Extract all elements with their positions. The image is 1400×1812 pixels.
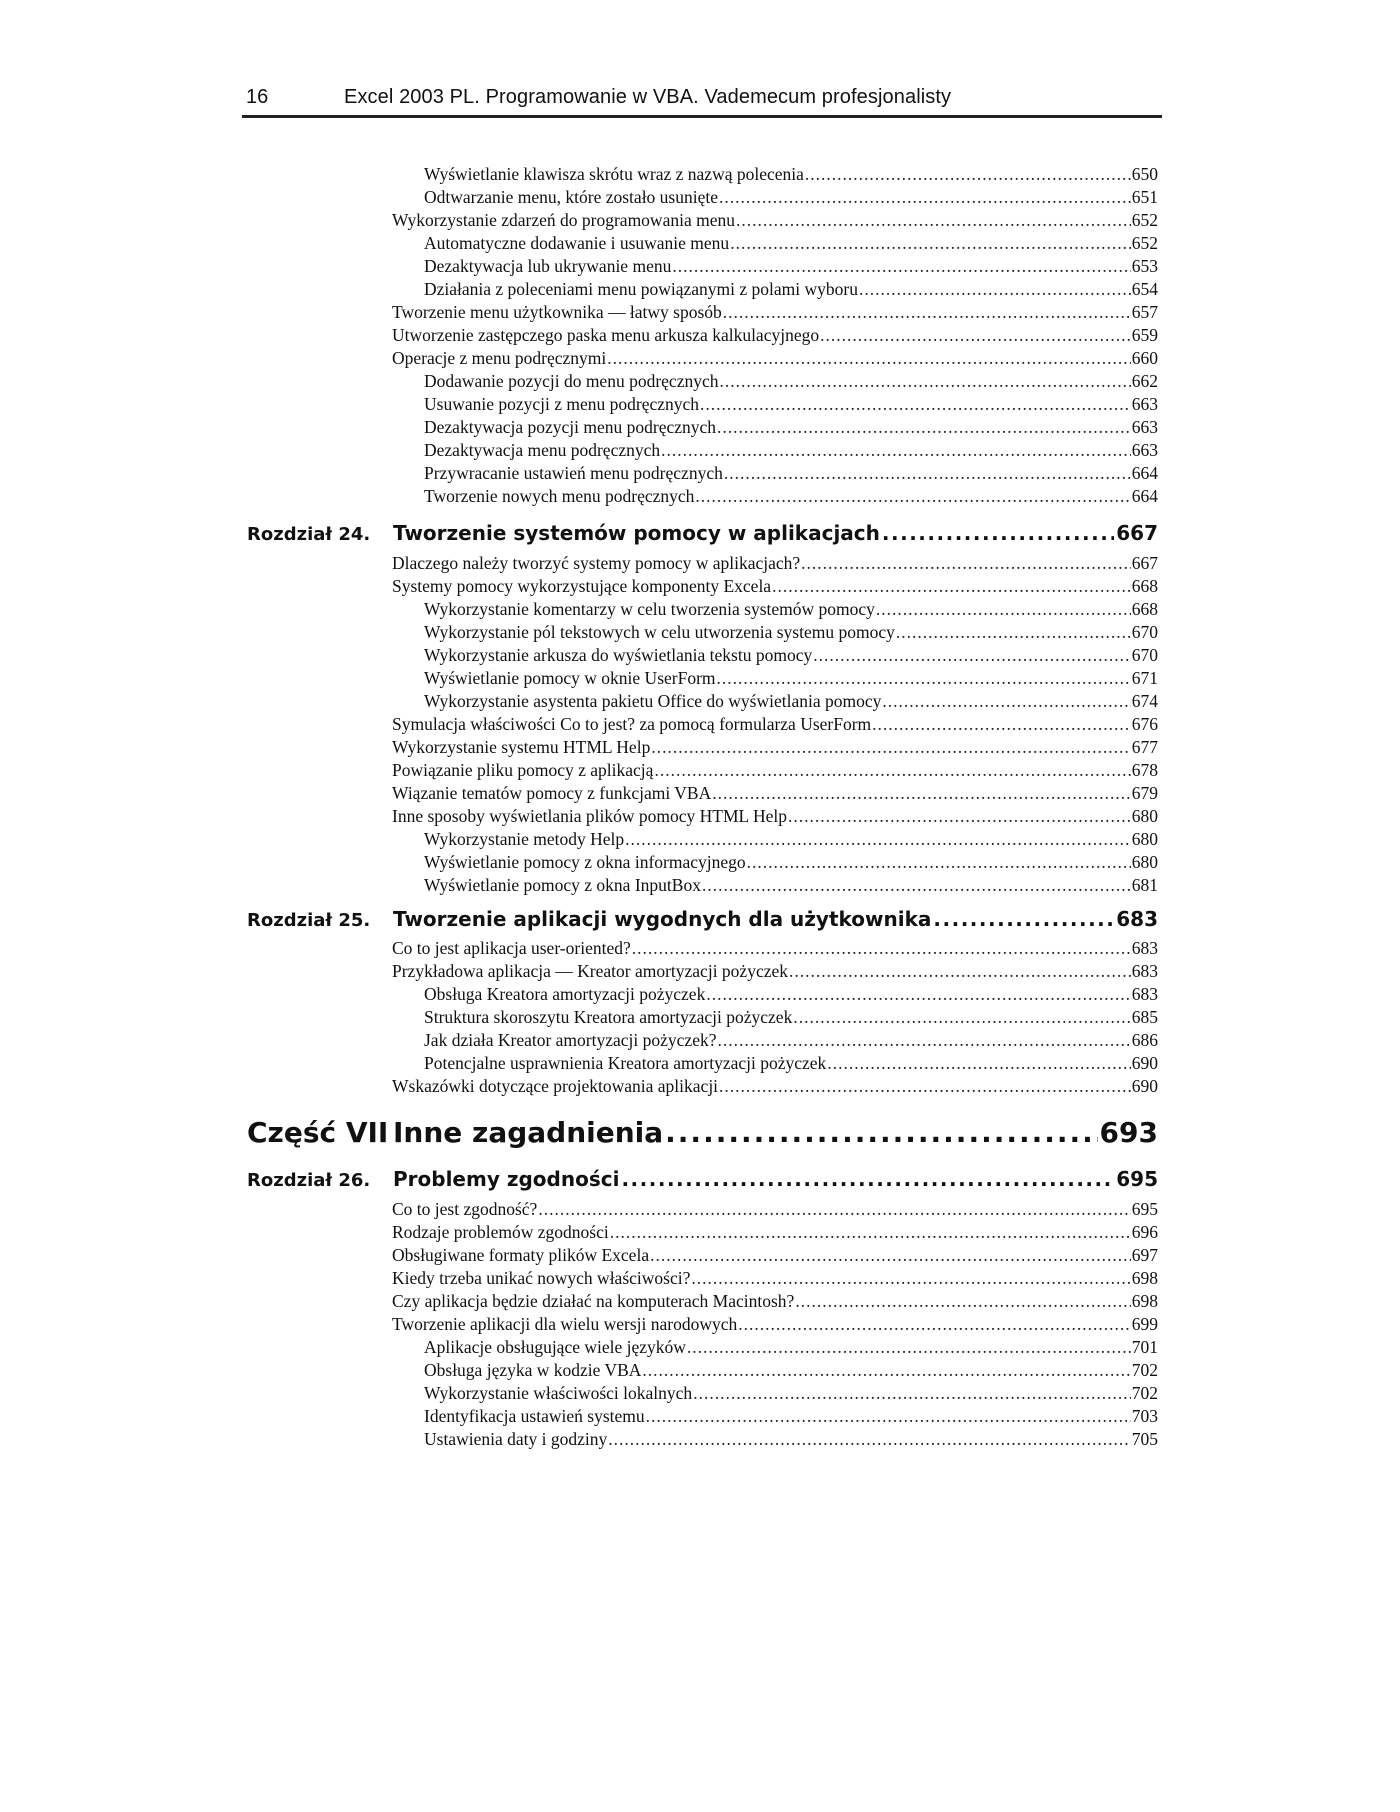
toc-entry — [392, 210, 1158, 232]
toc-entry-page: 667 — [1131, 553, 1158, 573]
dot-leader — [724, 463, 1131, 484]
toc-entry — [424, 1030, 1158, 1052]
dot-leader — [882, 521, 1114, 545]
toc-entry-page: 702 — [1131, 1383, 1158, 1403]
toc-entry — [424, 463, 1158, 485]
toc-entry-title: Przywracanie ustawień menu podręcznych — [424, 463, 723, 483]
toc-entry-title: Obsługa języka w kodzie VBA — [424, 1360, 642, 1380]
toc-entry — [392, 576, 1158, 598]
chapter-label: Rozdział 24. — [247, 524, 371, 545]
dot-leader — [665, 1116, 1097, 1149]
toc-entry-page: 699 — [1131, 1314, 1158, 1334]
toc-entry-page: 674 — [1131, 691, 1158, 711]
toc-entry — [424, 371, 1158, 393]
dot-leader — [632, 938, 1131, 959]
dot-leader — [747, 852, 1131, 873]
toc-entry-title: Wskazówki dotyczące projektowania aplikacji — [392, 1076, 719, 1096]
dot-leader — [702, 875, 1131, 896]
toc-entry-title: Wykorzystanie właściwości lokalnych — [424, 1383, 693, 1403]
toc-entry-page: 662 — [1131, 371, 1158, 391]
part-page: 693 — [1099, 1116, 1158, 1149]
toc-entry-page: 663 — [1131, 440, 1158, 460]
toc-entry-title: Dezaktywacja pozycji menu podręcznych — [424, 417, 717, 437]
toc-entry — [392, 348, 1158, 370]
toc-entry-title: Inne sposoby wyświetlania plików pomocy HTML Help — [392, 806, 787, 826]
toc-entry — [424, 394, 1158, 416]
page-number: 16 — [246, 86, 269, 108]
chapter-heading — [247, 1167, 1158, 1197]
toc-entry-page: 690 — [1131, 1053, 1158, 1073]
toc-entry-title: Usuwanie pozycji z menu podręcznych — [424, 394, 700, 414]
toc-entry-title: Rodzaje problemów zgodności — [392, 1222, 609, 1242]
toc-entry — [392, 1314, 1158, 1336]
toc-entry-title: Wyświetlanie klawisza skrótu wraz z nazwą polecenia — [424, 164, 804, 184]
toc-entry-page: 651 — [1131, 187, 1158, 207]
toc-entry-title: Systemy pomocy wykorzystujące komponenty Excela — [392, 576, 772, 596]
toc-entry-page: 697 — [1131, 1245, 1158, 1265]
toc-entry-title: Wykorzystanie pól tekstowych w celu utworzenia systemu pomocy — [424, 622, 895, 642]
toc-entry — [424, 417, 1158, 439]
dot-leader — [872, 714, 1131, 735]
dot-leader — [788, 806, 1131, 827]
toc-entry — [392, 938, 1158, 960]
toc-entry-page: 701 — [1131, 1337, 1158, 1357]
toc-entry — [392, 1222, 1158, 1244]
dot-leader — [859, 279, 1131, 300]
toc-entry-page: 680 — [1131, 806, 1158, 826]
dot-leader — [736, 210, 1131, 231]
toc-entry-page: 702 — [1131, 1360, 1158, 1380]
toc-entry — [424, 1429, 1158, 1451]
toc-entry — [424, 233, 1158, 255]
chapter-label: Rozdział 25. — [247, 910, 371, 931]
toc-entry-title: Wykorzystanie metody Help — [424, 829, 625, 849]
dot-leader — [793, 1007, 1130, 1028]
toc-entry-page: 683 — [1131, 961, 1158, 981]
toc-entry-page: 685 — [1131, 1007, 1158, 1027]
toc-entry-title: Wyświetlanie pomocy w oknie UserForm — [424, 668, 716, 688]
toc-entry — [392, 961, 1158, 983]
part-title: Inne zagadnienia — [393, 1116, 664, 1149]
toc-entry — [424, 875, 1158, 897]
toc-entry-title: Identyfikacja ustawień systemu — [424, 1406, 645, 1426]
book-title: Excel 2003 PL. Programowanie w VBA. Vademecum profesjonalisty — [344, 86, 952, 108]
toc-entry-title: Tworzenie menu użytkownika — łatwy sposób — [392, 302, 722, 322]
toc-entry — [424, 486, 1158, 508]
toc-entry-title: Wykorzystanie systemu HTML Help — [392, 737, 651, 757]
chapter-title: Tworzenie systemów pomocy w aplikacjach — [393, 521, 880, 545]
toc-entry — [424, 164, 1158, 186]
toc-entry-page: 668 — [1131, 599, 1158, 619]
chapter-heading — [247, 521, 1158, 551]
dot-leader — [610, 1222, 1131, 1243]
toc-entry — [424, 440, 1158, 462]
toc-entry-title: Wykorzystanie komentarzy w celu tworzenia systemów pomocy — [424, 599, 875, 619]
toc-entry — [392, 1199, 1158, 1221]
toc-entry — [392, 302, 1158, 324]
toc-entry-page: 650 — [1131, 164, 1158, 184]
toc-entry-title: Czy aplikacja będzie działać na komputerach Macintosh? — [392, 1291, 795, 1311]
dot-leader — [712, 783, 1131, 804]
toc-entry — [424, 668, 1158, 690]
toc-entry-title: Odtwarzanie menu, które zostało usunięte — [424, 187, 718, 207]
toc-entry-page: 703 — [1131, 1406, 1158, 1426]
toc-entry-page: 652 — [1131, 210, 1158, 230]
toc-entry — [392, 1268, 1158, 1290]
toc-entry-page: 683 — [1131, 984, 1158, 1004]
toc-entry-page: 696 — [1131, 1222, 1158, 1242]
toc-entry — [392, 325, 1158, 347]
dot-leader — [882, 691, 1130, 712]
dot-leader — [738, 1314, 1131, 1335]
chapter-page: 695 — [1116, 1167, 1158, 1191]
chapter-title: Problemy zgodności — [393, 1167, 620, 1191]
toc-entry — [424, 645, 1158, 667]
dot-leader — [695, 486, 1130, 507]
toc-entry-page: 681 — [1131, 875, 1158, 895]
toc-entry — [424, 256, 1158, 278]
chapter-page: 667 — [1116, 521, 1158, 545]
toc-entry-page: 653 — [1131, 256, 1158, 276]
toc-entry-page: 690 — [1131, 1076, 1158, 1096]
toc-entry-title: Jak działa Kreator amortyzacji pożyczek? — [424, 1030, 717, 1050]
dot-leader — [730, 233, 1131, 254]
toc-entry — [424, 1360, 1158, 1382]
dot-leader — [646, 1406, 1131, 1427]
dot-leader — [820, 325, 1131, 346]
dot-leader — [621, 1167, 1114, 1191]
dot-leader — [625, 829, 1131, 850]
toc-entry-title: Utworzenie zastępczego paska menu arkusza kalkulacyjnego — [392, 325, 820, 345]
toc-entry — [392, 553, 1158, 575]
part-label: Część VII — [247, 1116, 389, 1149]
toc-entry — [392, 806, 1158, 828]
toc-entry — [392, 1245, 1158, 1267]
toc-entry — [392, 1076, 1158, 1098]
toc-entry-title: Automatyczne dodawanie i usuwanie menu — [424, 233, 730, 253]
dot-leader — [795, 1291, 1130, 1312]
chapter-page: 683 — [1116, 907, 1158, 931]
toc-entry-title: Wyświetlanie pomocy z okna informacyjnego — [424, 852, 746, 872]
toc-entry-page: 659 — [1131, 325, 1158, 345]
toc-entry-page: 679 — [1131, 783, 1158, 803]
part-heading — [247, 1116, 1158, 1156]
dot-leader — [723, 302, 1131, 323]
toc-entry-page: 671 — [1131, 668, 1158, 688]
dot-leader — [789, 961, 1131, 982]
toc-entry-page: 664 — [1131, 486, 1158, 506]
toc-entry — [392, 1291, 1158, 1313]
dot-leader — [719, 1076, 1131, 1097]
toc-entry-page: 683 — [1131, 938, 1158, 958]
toc-entry-page: 695 — [1131, 1199, 1158, 1219]
toc-entry-title: Obsługa Kreatora amortyzacji pożyczek — [424, 984, 706, 1004]
toc-entry-page: 676 — [1131, 714, 1158, 734]
toc-entry-page: 652 — [1131, 233, 1158, 253]
dot-leader — [717, 417, 1131, 438]
toc-entry-page: 680 — [1131, 829, 1158, 849]
dot-leader — [654, 760, 1130, 781]
dot-leader — [608, 1429, 1131, 1450]
dot-leader — [876, 599, 1131, 620]
toc-entry — [424, 1007, 1158, 1029]
toc-entry — [424, 1053, 1158, 1075]
toc-entry-title: Tworzenie aplikacji dla wielu wersji narodowych — [392, 1314, 738, 1334]
toc-entry-title: Wykorzystanie zdarzeń do programowania menu — [392, 210, 735, 230]
dot-leader — [538, 1199, 1130, 1220]
dot-leader — [896, 622, 1131, 643]
toc-entry-title: Operacje z menu podręcznymi — [392, 348, 607, 368]
dot-leader — [805, 164, 1131, 185]
dot-leader — [661, 440, 1131, 461]
toc-entry-page: 664 — [1131, 463, 1158, 483]
toc-entry-title: Wyświetlanie pomocy z okna InputBox — [424, 875, 701, 895]
toc-entry — [424, 279, 1158, 301]
toc-entry-page: 680 — [1131, 852, 1158, 872]
toc-entry-page: 660 — [1131, 348, 1158, 368]
toc-entry-title: Wykorzystanie arkusza do wyświetlania tekstu pomocy — [424, 645, 813, 665]
dot-leader — [642, 1360, 1130, 1381]
dot-leader — [772, 576, 1131, 597]
toc-entry-title: Ustawienia daty i godziny — [424, 1429, 608, 1449]
chapter-heading — [247, 907, 1158, 937]
dot-leader — [693, 1383, 1131, 1404]
toc-entry-title: Tworzenie nowych menu podręcznych — [424, 486, 695, 506]
dot-leader — [607, 348, 1130, 369]
toc-entry — [424, 599, 1158, 621]
toc-entry — [424, 1406, 1158, 1428]
toc-entry-title: Powiązanie pliku pomocy z aplikacją — [392, 760, 654, 780]
dot-leader — [651, 737, 1130, 758]
toc-entry — [424, 984, 1158, 1006]
toc-entry-title: Symulacja właściwości Co to jest? za pomocą formularza UserForm — [392, 714, 872, 734]
dot-leader — [933, 907, 1114, 931]
toc-entry-title: Przykładowa aplikacja — Kreator amortyzacji pożyczek — [392, 961, 788, 981]
toc-entry-title: Wiązanie tematów pomocy z funkcjami VBA — [392, 783, 712, 803]
toc-entry — [424, 691, 1158, 713]
toc-entry-page: 686 — [1131, 1030, 1158, 1050]
toc-entry — [392, 760, 1158, 782]
toc-entry-page: 678 — [1131, 760, 1158, 780]
toc-entry-page: 670 — [1131, 645, 1158, 665]
dot-leader — [719, 371, 1130, 392]
dot-leader — [700, 394, 1131, 415]
toc-entry — [392, 783, 1158, 805]
dot-leader — [717, 1030, 1130, 1051]
dot-leader — [719, 187, 1131, 208]
toc-entry — [424, 829, 1158, 851]
toc-entry-page: 698 — [1131, 1268, 1158, 1288]
chapter-label: Rozdział 26. — [247, 1170, 371, 1191]
toc-entry-title: Co to jest aplikacja user-oriented? — [392, 938, 631, 958]
dot-leader — [717, 668, 1131, 689]
toc-entry-title: Dezaktywacja menu podręcznych — [424, 440, 661, 460]
toc-entry-page: 677 — [1131, 737, 1158, 757]
toc-entry-title: Obsługiwane formaty plików Excela — [392, 1245, 650, 1265]
toc-entry-page: 663 — [1131, 417, 1158, 437]
dot-leader — [687, 1337, 1131, 1358]
toc-entry-title: Dodawanie pozycji do menu podręcznych — [424, 371, 719, 391]
toc-entry-page: 668 — [1131, 576, 1158, 596]
toc-entry-page: 654 — [1131, 279, 1158, 299]
dot-leader — [801, 553, 1131, 574]
toc-entry-page: 670 — [1131, 622, 1158, 642]
chapter-title: Tworzenie aplikacji wygodnych dla użytkownika — [393, 907, 932, 931]
toc-entry-title: Struktura skoroszytu Kreatora amortyzacji pożyczek — [424, 1007, 793, 1027]
toc-entry — [392, 737, 1158, 759]
dot-leader — [813, 645, 1131, 666]
toc-entry — [424, 622, 1158, 644]
dot-leader — [650, 1245, 1131, 1266]
toc-entry — [392, 714, 1158, 736]
running-header — [242, 82, 1162, 118]
toc-entry — [424, 852, 1158, 874]
dot-leader — [672, 256, 1130, 277]
dot-leader — [827, 1053, 1130, 1074]
toc-entry-title: Kiedy trzeba unikać nowych właściwości? — [392, 1268, 691, 1288]
toc-entry-title: Dlaczego należy tworzyć systemy pomocy w aplikacjach? — [392, 553, 801, 573]
dot-leader — [706, 984, 1130, 1005]
toc-entry-title: Działania z poleceniami menu powiązanymi z polami wyboru — [424, 279, 858, 299]
toc-entry-page: 663 — [1131, 394, 1158, 414]
toc-entry — [424, 1337, 1158, 1359]
toc-entry-title: Aplikacje obsługujące wiele języków — [424, 1337, 686, 1357]
toc-entry — [424, 1383, 1158, 1405]
toc-entry-title: Dezaktywacja lub ukrywanie menu — [424, 256, 672, 276]
dot-leader — [691, 1268, 1130, 1289]
toc-entry-title: Wykorzystanie asystenta pakietu Office do wyświetlania pomocy — [424, 691, 882, 711]
toc-entry-page: 657 — [1131, 302, 1158, 322]
toc-entry-page: 698 — [1131, 1291, 1158, 1311]
toc-entry-title: Co to jest zgodność? — [392, 1199, 538, 1219]
toc-entry-page: 705 — [1131, 1429, 1158, 1449]
toc-entry — [424, 187, 1158, 209]
toc-entry-title: Potencjalne usprawnienia Kreatora amortyzacji pożyczek — [424, 1053, 827, 1073]
